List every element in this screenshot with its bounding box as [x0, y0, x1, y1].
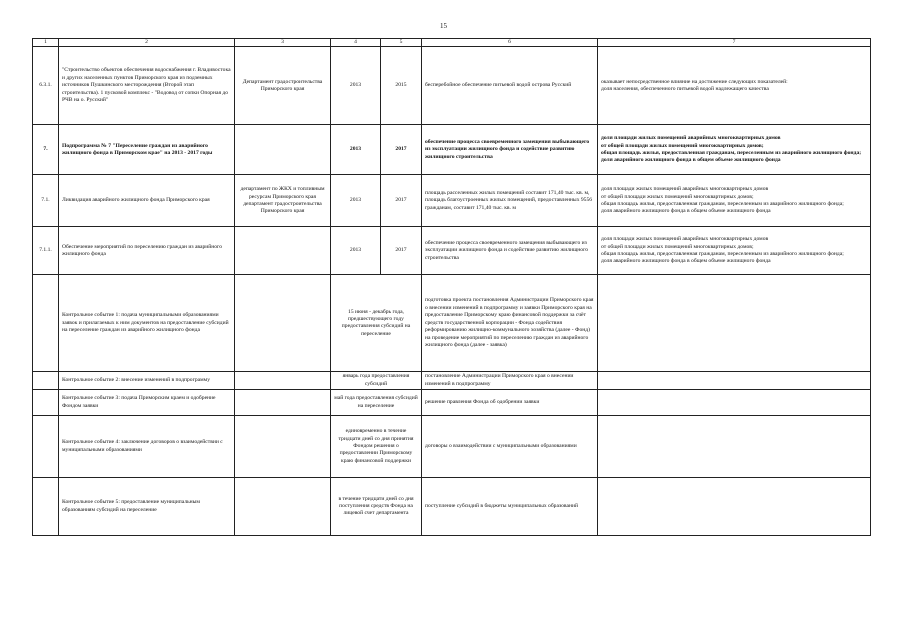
- event-period: январь года предоставления субсидий: [331, 372, 422, 390]
- row-number: 7.: [33, 125, 59, 175]
- measure-name: "Строительство объектов обеспечения водоснабжения г. Владивостока и других населенных пунктов Приморского края из подземных источников Пушкинского месторождения (Второй этап строительства). 1 пусковой комплекс - "Водовод от сопки Опорная до РЧВ на о. Русский": [59, 47, 235, 125]
- end-year: 2017: [381, 175, 422, 227]
- measure-name: Обеспечение мероприятий по переселению граждан из аварийного жилищного фонда: [59, 227, 235, 275]
- event-name: Контрольное событие 4: заключение договоров о взаимодействии с муниципальными образованиями: [59, 416, 235, 478]
- header-cell: 7: [598, 39, 871, 47]
- indicator-relation: [598, 47, 871, 125]
- start-year: 2013: [331, 47, 381, 125]
- indicator-line: доля площади жилых помещений аварийных многоквартирных домов: [601, 236, 769, 243]
- event-row: [33, 416, 871, 478]
- indicator-line: от общей площади жилых помещений многоквартирных домов;: [601, 142, 764, 149]
- indicator-line: от общей площади жилых помещений многоквартирных домов;: [601, 243, 754, 250]
- table-row: [33, 47, 871, 125]
- indicator-line: оказывает непосредственное влияние на достижение следующих показателей:: [601, 78, 788, 85]
- start-year: 2013: [331, 227, 381, 275]
- indicator-line: доля населения, обеспеченного питьевой водой надлежащего качества: [601, 85, 769, 92]
- event-name: Контрольное событие 1: подача муниципальными образованиями заявок и прилагаемых к ним документов на предоставление субсидий на переселение граждан из аварийного жилищного фонда: [59, 275, 235, 372]
- indicator-line: доля аварийного жилищного фонда в общем объеме жилищного фонда: [601, 258, 771, 265]
- event-row: [33, 372, 871, 390]
- executor: [235, 125, 331, 175]
- measure-name: Ликвидация аварийного жилищного фонда Приморского края: [59, 175, 235, 227]
- indicator-line: доля аварийного жилищного фонда в общем объеме жилищного фонда: [601, 208, 771, 215]
- event-result: поступление субсидий в бюджеты муниципальных образований: [422, 478, 598, 536]
- measures-table: [32, 38, 871, 536]
- row-number: 7.1.: [33, 175, 59, 227]
- indicator-line: общая площадь жилья, предоставленная гражданам, переселенным из аварийного жилищного фонда;: [601, 250, 844, 257]
- event-name: Контрольное событие 3: подача Приморским краем и одобрение Фондом заявки: [59, 390, 235, 416]
- table-row: [33, 227, 871, 275]
- indicator-line: доля площади жилых помещений аварийных многоквартирных домов: [601, 186, 769, 193]
- table-row: [33, 175, 871, 227]
- expected-result: обеспечение процесса своевременного замещения выбывающего из эксплуатации жилищного фонда и содействие развитию жилищного строительства: [422, 227, 598, 275]
- indicator-line: общая площадь жилья, предоставленная гражданам, переселенным из аварийного жилищного фонда;: [601, 149, 862, 156]
- header-cell: 3: [235, 39, 331, 47]
- header-cell: 5: [381, 39, 422, 47]
- event-name: Контрольное событие 5: предоставление муниципальным образованиям субсидий на переселение: [59, 478, 235, 536]
- page-number: 15: [440, 22, 447, 30]
- event-result: постановление Администрации Приморского края о внесении изменений в подпрограмму: [422, 372, 598, 390]
- header-cell: 1: [33, 39, 59, 47]
- executor: департамент по ЖКХ и топливным ресурсам Приморского края департамент градостроительства Приморского края: [235, 175, 331, 227]
- header-cell: 2: [59, 39, 235, 47]
- executor: [235, 227, 331, 275]
- row-number: 6.3.1.: [33, 47, 59, 125]
- measure-name: Подпрограмма № 7 "Переселение граждан из аварийного жилищного фонда в Приморском крае" на 2013 - 2017 годы: [59, 125, 235, 175]
- indicator-line: от общей площади жилых помещений многоквартирных домов;: [601, 193, 754, 200]
- start-year: 2013: [331, 125, 381, 175]
- event-result: решение правления Фонда об одобрении заявки: [422, 390, 598, 416]
- header-row: [33, 39, 871, 47]
- indicator-line: доля площади жилых помещений аварийных многоквартирных домов: [601, 135, 781, 142]
- event-name: Контрольное событие 2: внесение изменений в подпрограмму: [59, 372, 235, 390]
- event-period: в течение тридцати дней со дня поступления средств Фонда на лицевой счет департамента: [331, 478, 422, 536]
- executor: Департамент градостроительства Приморского края: [235, 47, 331, 125]
- row-number: 7.1.1.: [33, 227, 59, 275]
- header-cell: 6: [422, 39, 598, 47]
- event-row: [33, 390, 871, 416]
- event-result: подготовка проекта постановления Администрации Приморского края о внесении изменений в подпрограмму и заявки Приморского края на предоставление Приморскому краю финансовой поддержки за счёт средств государственной корпорации - Фонда содействия реформированию жилищно-коммунального хозяйства (далее - Фонд) на проведение мероприятий по переселению граждан из аварийного жилищного фонда (далее - заявка): [422, 275, 598, 372]
- end-year: 2017: [381, 227, 422, 275]
- indicator-relation: [598, 175, 871, 227]
- header-cell: 4: [331, 39, 381, 47]
- end-year: 2017: [381, 125, 422, 175]
- expected-result: бесперебойное обеспечение питьевой водой острова Русский: [422, 47, 598, 125]
- expected-result: обеспечение процесса своевременного замещения выбывающего из эксплуатации жилищного фонда и содействие развитию жилищного строительства: [422, 125, 598, 175]
- event-period: май года предоставления субсидий на переселение: [331, 390, 422, 416]
- event-row: [33, 478, 871, 536]
- indicator-relation: [598, 125, 871, 175]
- indicator-line: доля аварийного жилищного фонда в общем объеме жилищного фонда: [601, 157, 781, 164]
- end-year: 2015: [381, 47, 422, 125]
- start-year: 2013: [331, 175, 381, 227]
- event-row: [33, 275, 871, 372]
- indicator-line: общая площадь жилья, предоставленная гражданам, переселенным из аварийного жилищного фонда;: [601, 200, 844, 207]
- table-row: [33, 125, 871, 175]
- event-result: договоры о взаимодействии с муниципальными образованиями: [422, 416, 598, 478]
- event-period: единовременно в течение тридцати дней со дня принятия Фондом решения о предоставлении Приморскому краю финансовой поддержки: [331, 416, 422, 478]
- indicator-relation: [598, 227, 871, 275]
- expected-result: площадь расселенных жилых помещений составит 171,40 тыс. кв. м, площадь благоустроенных жилых помещений, предоставленных 9556 гражданам, составит 171,40 тыс. кв. м: [422, 175, 598, 227]
- event-period: 15 июня - декабрь года, предшествующего году предоставления субсидий на переселение: [331, 275, 422, 372]
